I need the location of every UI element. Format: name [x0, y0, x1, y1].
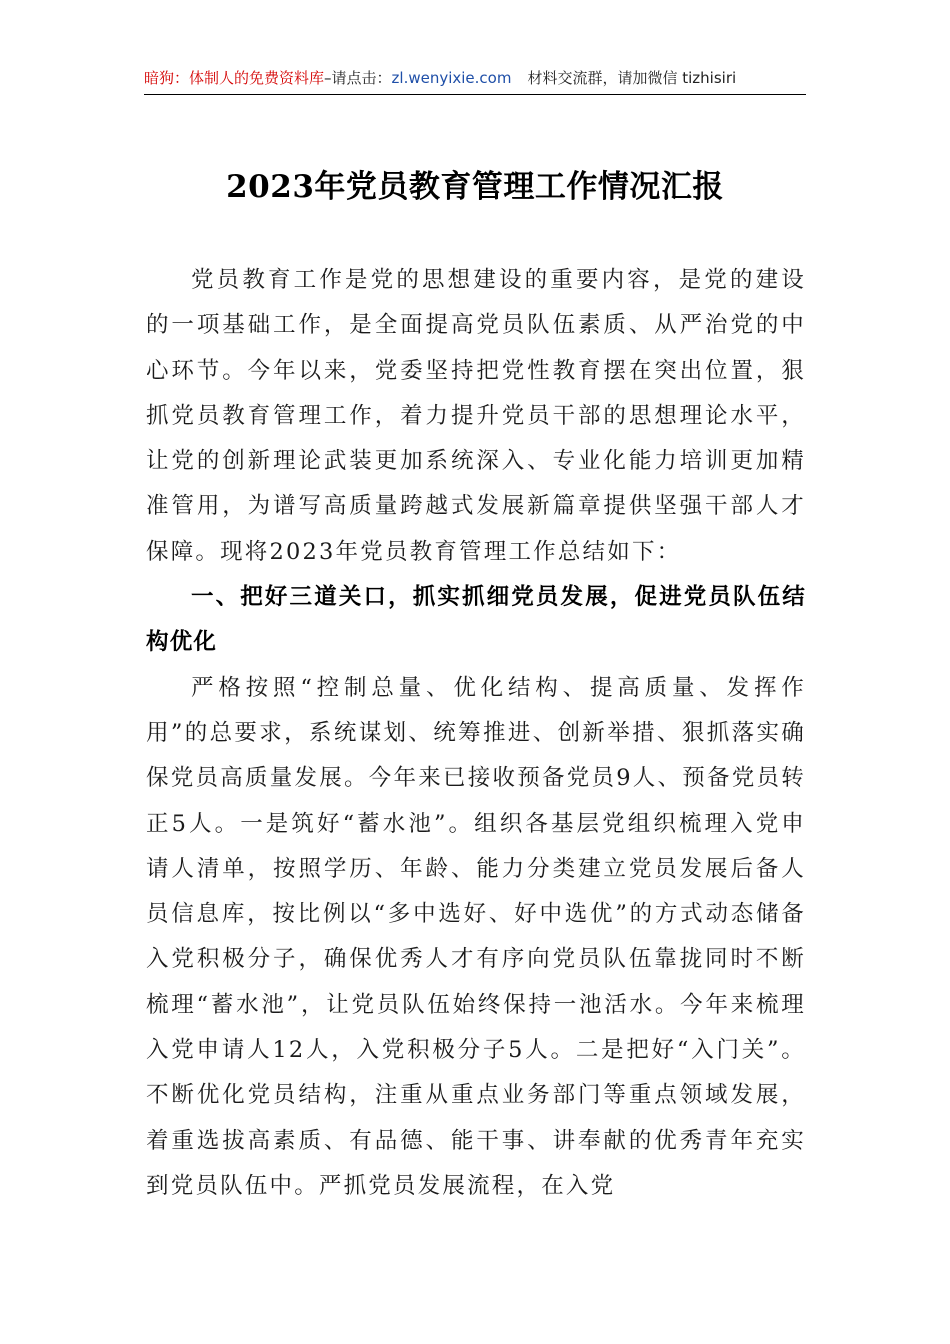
section-1-paragraph: 严格按照“控制总量、优化结构、提高质量、发挥作用”的总要求，系统谋划、统筹推进、创新举措、狠抓落实确保党员高质量发展。今年来已接收预备党员9人、预备党员转正5人。一是筑好“蓄水池”。组织各基层党组织梳理入党申请人清单，按照学历、年龄、能力分类建立党员发展后备人员信息库，按比例以“多中选好、好中选优”的方式动态储备入党积极分子，确保优秀人才有序向党员队伍靠拢同时不断梳理“蓄水池”，让党员队伍始终保持一池活水。今年来梳理入党申请人12人，入党积极分子5人。二是把好“入门关”。不断优化党员结构，注重从重点业务部门等重点领域发展，着重选拔高素质、有品德、能干事、讲奉献的优秀青年充实到党员队伍中。严抓党员发展流程，在入党 — [146, 674, 806, 1199]
site-name: 暗狗：体制人的免费资料库 — [144, 69, 325, 87]
section-1-heading: 一、把好三道关口，抓实抓细党员发展，促进党员队伍结构优化 — [146, 584, 806, 656]
document-title: 2023年党员教育管理工作情况汇报 — [226, 169, 724, 205]
intro-paragraph: 党员教育工作是党的思想建设的重要内容，是党的建设的一项基础工作，是全面提高党员队伍素质、从严治党的中心环节。今年以来，党委坚持把党性教育摆在突出位置，狠抓党员教育管理工作，着力提升党员干部的思想理论水平，让党的创新理论武装更加系统深入、专业化能力培训更加精准管用，为谱写高质量跨越式发展新篇章提供坚强干部人才保障。现将2023年党员教育管理工作总结如下： — [146, 267, 806, 565]
document-body — [146, 258, 806, 1209]
click-prompt: –请点击： — [324, 69, 392, 87]
page-header — [144, 62, 806, 95]
site-url-link[interactable]: zl.wenyixie.com — [391, 69, 512, 87]
wechat-note: 材料交流群，请加微信 tizhisiri — [527, 69, 737, 87]
